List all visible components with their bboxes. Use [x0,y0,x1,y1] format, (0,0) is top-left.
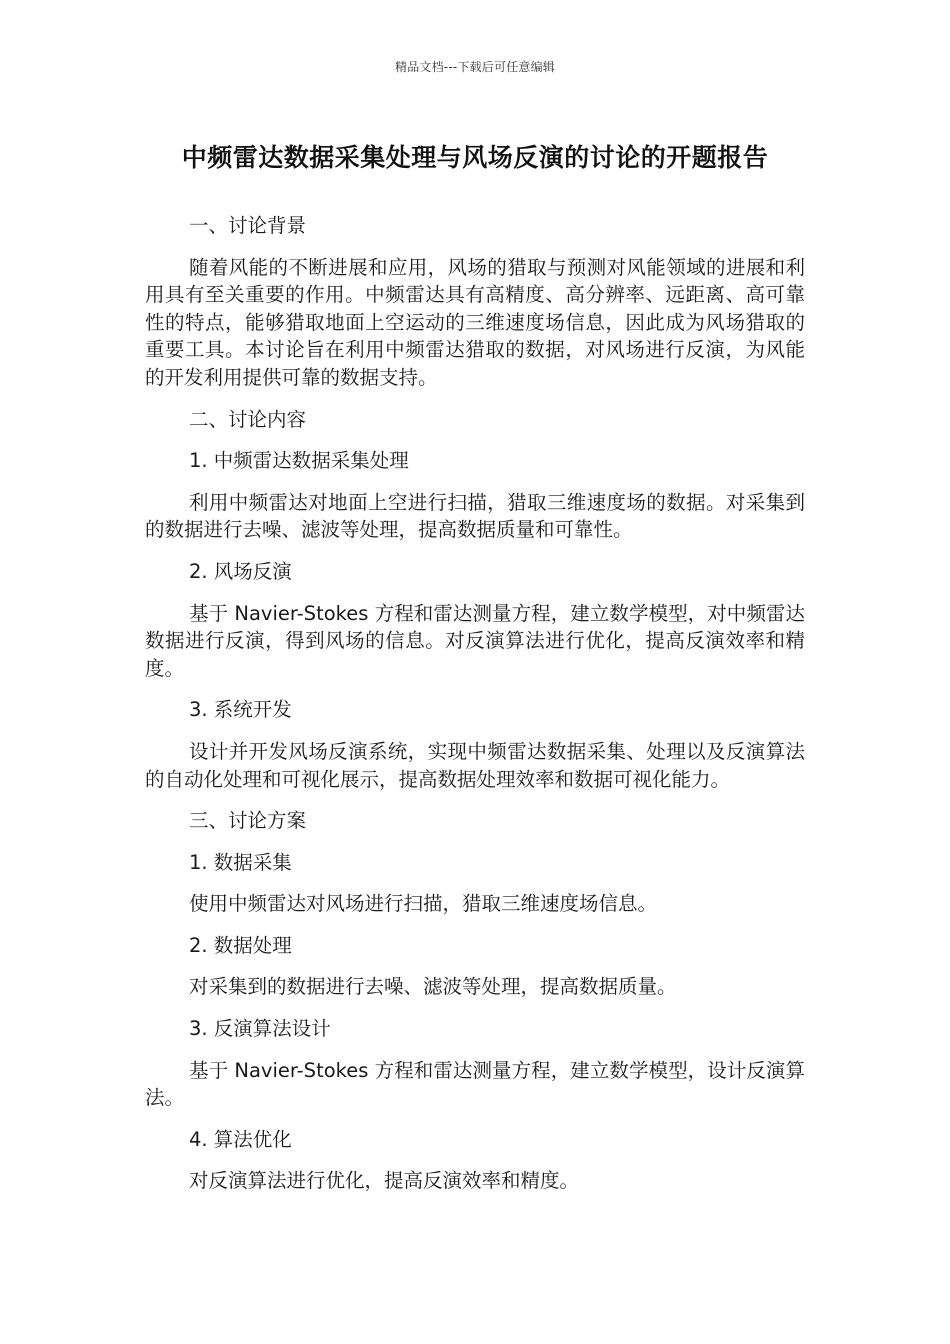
header-note: 精品文档---下载后可任意编辑 [395,60,555,74]
paragraph-algorithm-design: 基于 Navier-Stokes 方程和雷达测量方程，建立数学模型，设计反演算法。 [145,1058,805,1110]
section-heading-plan: 三、讨论方案 [189,809,307,833]
paragraph-data-processing: 对采集到的数据进行去噪、滤波等处理，提高数据质量。 [189,975,677,999]
subheading-algorithm-design: 3. 反演算法设计 [189,1017,331,1041]
subheading-data-collection: 1. 数据采集 [189,850,292,874]
document-title: 中频雷达数据采集处理与风场反演的讨论的开题报告 [181,143,769,172]
paragraph-background: 随着风能的不断进展和应用，风场的猎取与预测对风能领域的进展和利用具有至关重要的作用。中频雷达具有高精度、高分辨率、远距离、高可靠性的特点，能够猎取地面上空运动的三维速度场信息，因此成为风场猎取的重要工具。本讨论旨在利用中频雷达猎取的数据，对风场进行反演，为风能的开发利用提供可靠的数据支持。 [145,255,805,389]
section-heading-background: 一、讨论背景 [189,214,307,237]
subheading-algorithm-optimization: 4. 算法优化 [189,1127,292,1151]
paragraph-data-collection: 使用中频雷达对风场进行扫描，猎取三维速度场信息。 [189,892,658,916]
subheading-wind-inversion: 2. 风场反演 [189,559,292,583]
subheading-radar-data: 1. 中频雷达数据采集处理 [189,449,409,473]
document-body [145,212,805,1209]
paragraph-radar-data: 利用中频雷达对地面上空进行扫描，猎取三维速度场的数据。对采集到的数据进行去噪、滤波等处理，提高数据质量和可靠性。 [145,490,805,542]
paragraph-algorithm-optimization: 对反演算法进行优化，提高反演效率和精度。 [189,1169,580,1193]
paragraph-wind-inversion: 基于 Navier-Stokes 方程和雷达测量方程，建立数学模型，对中频雷达数据进行反演，得到风场的信息。对反演算法进行优化，提高反演效率和精度。 [145,601,805,680]
section-heading-content: 二、讨论内容 [189,407,307,431]
subheading-data-processing: 2. 数据处理 [189,933,292,957]
subheading-system-dev: 3. 系统开发 [189,698,292,722]
paragraph-system-dev: 设计并开发风场反演系统，实现中频雷达数据采集、处理以及反演算法的自动化处理和可视化展示，提高数据处理效率和数据可视化能力。 [145,739,805,791]
